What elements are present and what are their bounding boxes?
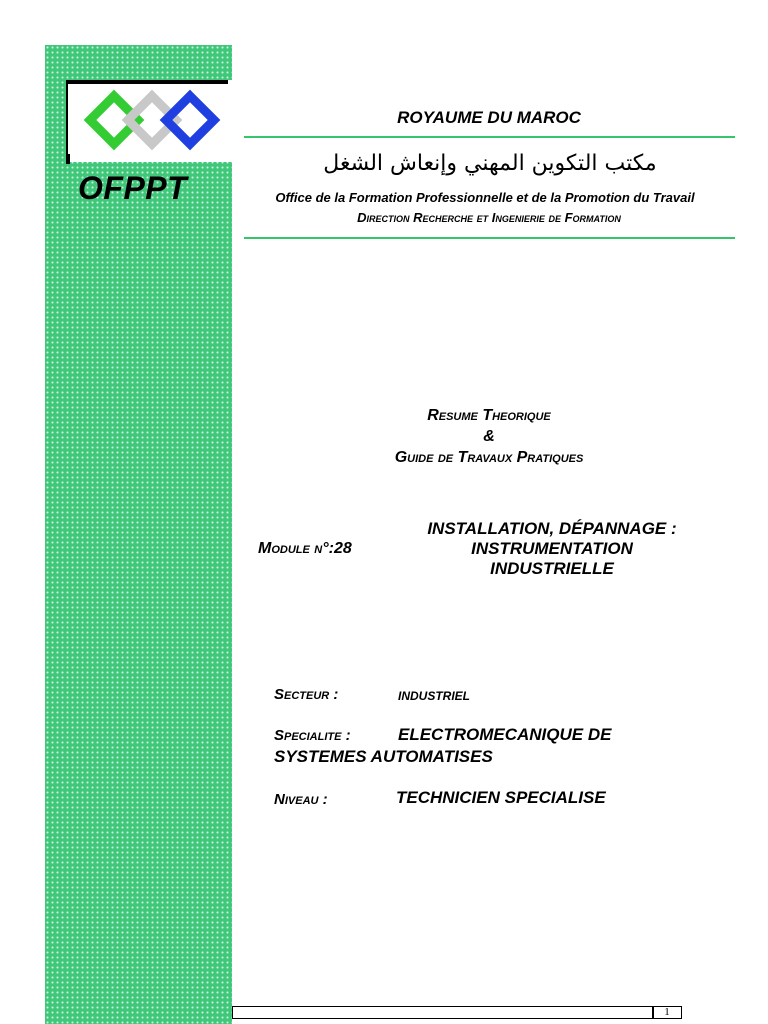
logo-text: OFPPT xyxy=(78,170,188,206)
ofppt-logo xyxy=(66,80,232,180)
module-title-line-2: INSTRUMENTATION xyxy=(471,539,633,558)
specialite-value-line-1: ELECTROMECANIQUE DE xyxy=(398,725,612,744)
module-title-line-1: INSTALLATION, DÉPANNAGE : xyxy=(427,519,677,538)
module-label: Module n°:28 xyxy=(258,540,352,557)
footer-rule xyxy=(232,1006,654,1019)
niveau-label: Niveau : xyxy=(274,791,328,808)
page-number: 1 xyxy=(652,1006,682,1019)
title-line-1: Resume Theorique xyxy=(427,407,551,424)
module-title-line-3: INDUSTRIELLE xyxy=(490,559,614,578)
niveau-value: TECHNICIEN SPECIALISE xyxy=(396,788,606,807)
secteur-value: INDUSTRIEL xyxy=(398,689,470,703)
specialite-value-line-2: SYSTEMES AUTOMATISES xyxy=(274,747,493,766)
secteur-label: Secteur : xyxy=(274,686,339,703)
specialite-label: Specialite : xyxy=(274,727,351,744)
logo-graphic xyxy=(66,80,232,180)
title-line-2: & xyxy=(483,428,495,445)
document-title xyxy=(242,405,736,468)
module-title xyxy=(390,519,714,579)
title-line-3: Guide de Travaux Pratiques xyxy=(394,449,584,466)
divider-bottom xyxy=(244,237,735,239)
country-heading: ROYAUME DU MAROC xyxy=(397,108,581,127)
divider-top xyxy=(244,136,735,138)
arabic-institution-name: مكتب التكوين المهني وإنعاش الشغل xyxy=(323,151,657,176)
office-name: Office de la Formation Professionnelle et de la Promotion du Travail xyxy=(275,190,695,205)
direction-name: Direction Recherche et Ingenierie de Formation xyxy=(357,210,621,225)
